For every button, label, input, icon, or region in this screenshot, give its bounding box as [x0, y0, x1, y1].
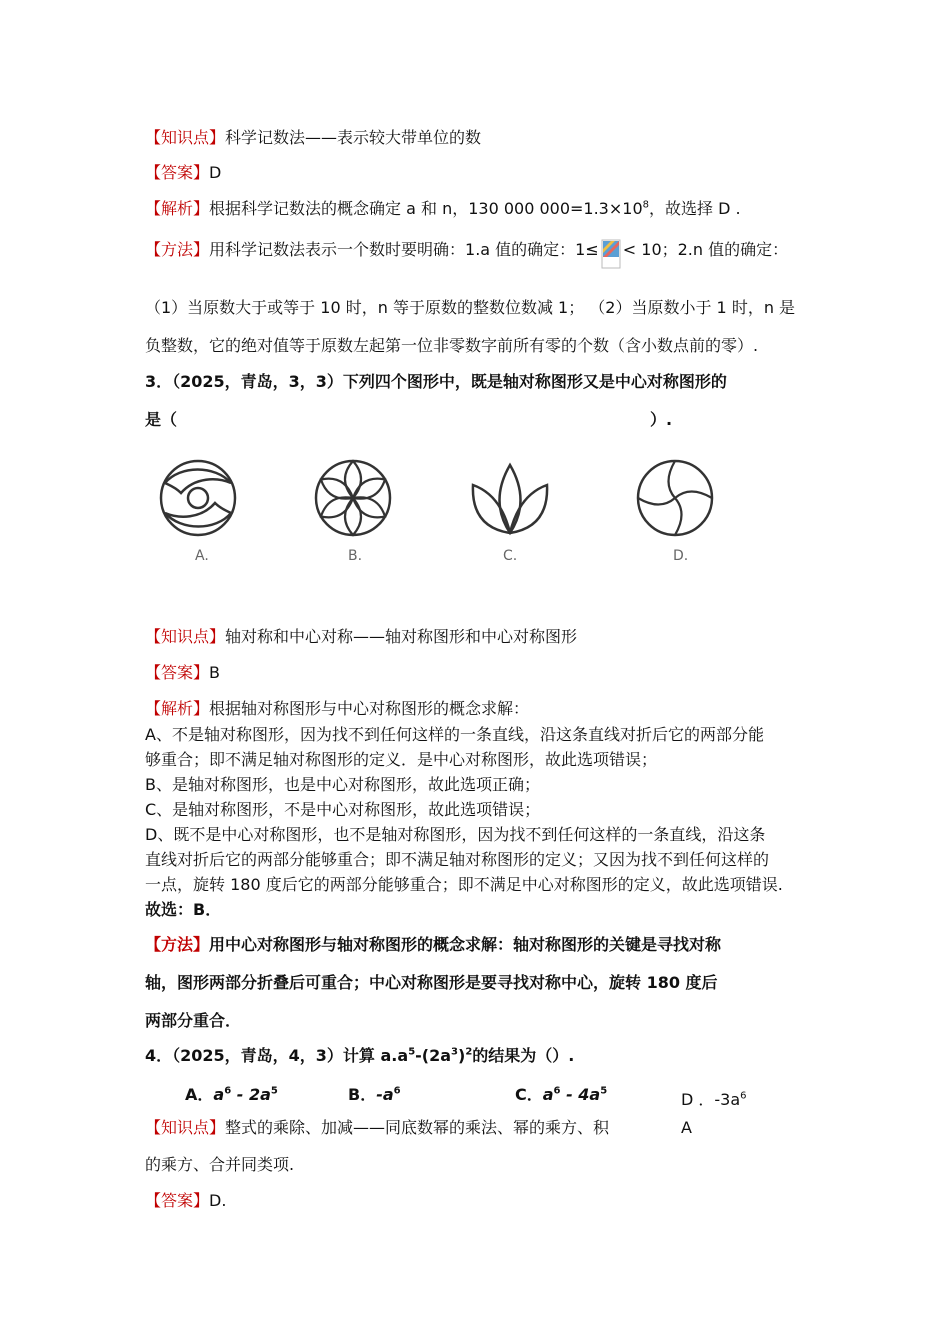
- q4-option-c-t1: a: [542, 1085, 554, 1104]
- q4-option-d: [681, 1087, 747, 1110]
- q3-stem-line-2a: 是（: [145, 410, 178, 429]
- analysis-line-1: [145, 199, 741, 219]
- q3-analysis-body-3: B、是轴对称图形，也是中心对称图形，故此选项正确；: [145, 775, 540, 794]
- q3-method-tag: 【方法】: [145, 935, 210, 954]
- q3-kp-tag: 【知识点】: [145, 627, 226, 646]
- q4-option-b-t1: -a: [376, 1085, 394, 1104]
- q3-kp-line: [145, 627, 577, 647]
- method-tag: 【方法】: [145, 240, 210, 259]
- q3-method-text-1: 用中心对称图形与轴对称图形的概念求解：轴对称图形的关键是寻找对称: [209, 935, 722, 954]
- q3-method-line-1: [145, 935, 721, 955]
- q4-option-b-s1: 6: [393, 1085, 401, 1097]
- figure-a: [155, 455, 241, 541]
- answer-line-1: [145, 163, 221, 183]
- answer-tag: 【答案】: [145, 163, 210, 182]
- figure-d: [632, 455, 718, 541]
- answer-text: D: [209, 163, 222, 182]
- analysis-sup: 8: [642, 199, 650, 211]
- q4-option-a-s2: 5: [270, 1085, 278, 1097]
- q3-answer-tag: 【答案】: [145, 663, 210, 682]
- q4-kp-line: [145, 1118, 609, 1138]
- q4-option-d-s1: 6: [740, 1090, 747, 1102]
- method-text-b: < 10；2.n 值的确定：: [622, 240, 789, 259]
- figure-c: [465, 455, 555, 541]
- q3-analysis-text: 根据轴对称图形与中心对称图形的概念求解：: [209, 699, 530, 718]
- figure-a-label: A.: [195, 548, 209, 564]
- q4-answer-tag: 【答案】: [145, 1191, 210, 1210]
- method-line-1: [145, 239, 788, 269]
- q4-option-b-label: B．: [348, 1085, 377, 1104]
- q4-option-c-t2: - 4a: [560, 1085, 601, 1104]
- q4-kp-tag: 【知识点】: [145, 1118, 226, 1137]
- analysis-tag: 【解析】: [145, 199, 210, 218]
- figure-b-label: B.: [348, 548, 363, 564]
- q3-answer-text: B: [209, 663, 220, 682]
- q4-option-a-t1: a: [213, 1085, 225, 1104]
- figure-d-label: D.: [673, 548, 689, 564]
- q3-stem-line-2b: ）.: [650, 410, 673, 429]
- figure-b: [310, 455, 396, 541]
- q3-kp-text: 轴对称和中心对称——轴对称图形和中心对称图形: [225, 627, 578, 646]
- q4-stem-a: 4．（2025，青岛，4，3）计算 a.a: [145, 1046, 409, 1065]
- rule-line-2: 负整数，它的绝对值等于原数左起第一位非零数字前所有零的个数（含小数点前的零）.: [145, 336, 759, 355]
- q4-option-c: [515, 1082, 607, 1105]
- q4-option-c-label: C．: [515, 1085, 543, 1104]
- q4-stem-b: -(2a: [415, 1046, 452, 1065]
- q3-answer-line: [145, 663, 220, 683]
- q3-analysis-body-6: 直线对折后它的两部分能够重合；即不满足轴对称图形的定义；又因为找不到任何这样的: [145, 850, 770, 869]
- rule-line-1: （1）当原数大于或等于 10 时，n 等于原数的整数位数减 1； （2）当原数小于 1 时，n 是: [145, 298, 796, 317]
- q4-option-c-s1: 6: [553, 1085, 561, 1097]
- q4-stem-sup1: 5: [408, 1046, 416, 1058]
- q4-option-a: [185, 1082, 278, 1105]
- q4-kp-side: A: [681, 1118, 692, 1137]
- method-text-a: 用科学记数法表示一个数时要明确：1.a 值的确定：1≤: [209, 240, 599, 259]
- q3-method-line-3: 两部分重合．: [145, 1011, 242, 1030]
- figure-c-label: C.: [503, 548, 518, 564]
- q3-method-line-2: 轴，图形两部分折叠后可重合；中心对称图形是要寻找对称中心，旋转 180 度后: [145, 973, 718, 992]
- q3-analysis-body-4: C、是轴对称图形，不是中心对称图形，故此选项错误；: [145, 800, 541, 819]
- q3-choice-line: 故选：B．: [145, 900, 222, 919]
- broken-image-icon: [601, 239, 621, 269]
- analysis-text-a: 根据科学记数法的概念确定 a 和 n，130 000 000=1.3×10: [209, 199, 643, 218]
- q4-option-c-s2: 5: [600, 1085, 608, 1097]
- q4-option-a-label: A．: [185, 1085, 214, 1104]
- kp-line-1: [145, 128, 481, 148]
- q4-option-b: [348, 1082, 401, 1105]
- q4-stem-d: 的结果为（）.: [472, 1046, 575, 1065]
- q4-kp-text: 整式的乘除、加减——同底数幂的乘法、幂的乘方、积: [225, 1118, 610, 1137]
- q3-stem-line-1: 3．（2025，青岛，3，3）下列四个图形中，既是轴对称图形又是中心对称图形的: [145, 372, 727, 391]
- q4-answer-line: [145, 1191, 226, 1211]
- kp-tag: 【知识点】: [145, 128, 226, 147]
- analysis-text-b: ，故选择 D .: [649, 199, 741, 218]
- q3-analysis-body-5: D、既不是中心对称图形，也不是轴对称图形，因为找不到任何这样的一条直线，沿这条: [145, 825, 766, 844]
- q4-option-a-s1: 6: [224, 1085, 232, 1097]
- q4-stem: [145, 1046, 574, 1066]
- q4-stem-sup2: 3: [451, 1046, 459, 1058]
- q3-analysis-line: [145, 699, 529, 719]
- q3-analysis-body-2: 够重合；即不满足轴对称图形的定义．是中心对称图形，故此选项错误；: [145, 750, 658, 769]
- q3-analysis-body-7: 一点，旋转 180 度后它的两部分能够重合；即不满足中心对称图形的定义，故此选项错误.: [145, 875, 783, 894]
- kp-text: 科学记数法——表示较大带单位的数: [225, 128, 482, 147]
- q3-analysis-body-1: A、不是轴对称图形，因为找不到任何这样的一条直线，沿这条直线对折后它的两部分能: [145, 725, 764, 744]
- q4-option-d-text: D ．-3a: [681, 1090, 741, 1109]
- q4-option-a-t2: - 2a: [231, 1085, 271, 1104]
- q3-analysis-tag: 【解析】: [145, 699, 210, 718]
- q4-stem-sup3: 2: [465, 1046, 473, 1058]
- q4-stem-c: ): [458, 1046, 466, 1065]
- q4-answer-text: D.: [209, 1191, 227, 1210]
- q4-kp-cont: 的乘方、合并同类项.: [145, 1155, 295, 1174]
